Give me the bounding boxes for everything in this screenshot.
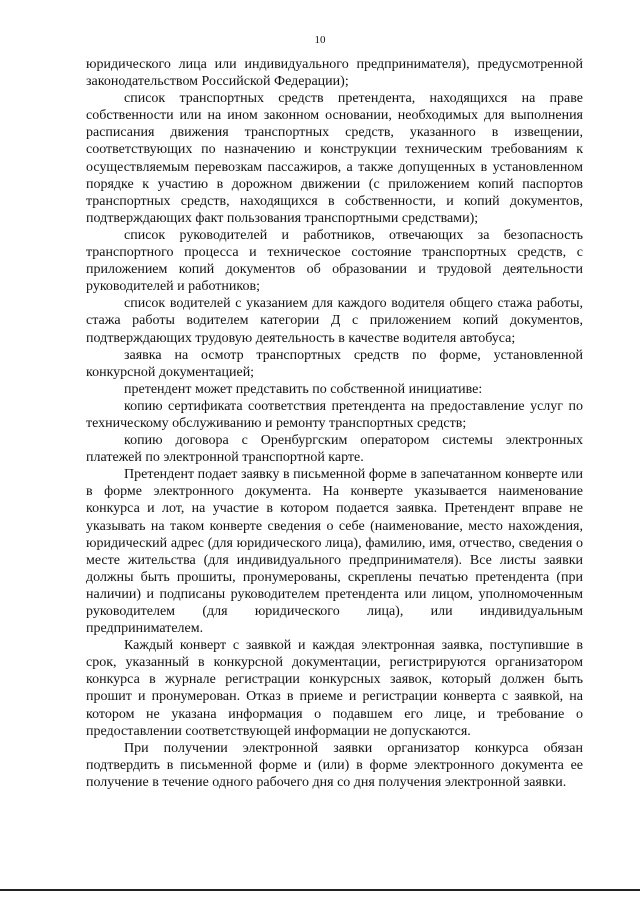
document-body — [86, 56, 583, 791]
bottom-divider — [0, 889, 640, 891]
page-number: 10 — [314, 34, 326, 46]
paragraph-registration: Каждый конверт с заявкой и каждая электронная заявка, поступившие в срок, указанный в конкурсной документации, регистрируются организатором конкурса в журнале регистрации конкурсных заявок, который должен быть прошит и пронумерован. Отказ в приеме и регистрации конверта с заявкой, на котором не указана информация о подавшем его лице, и требование о предоставлении соответствующей информации не допускаются. — [86, 638, 583, 739]
paragraph-vehicle-list: список транспортных средств претендента, находящихся на праве собственности или на ином законном основании, необходимых для выполнения расписания движения транспортных средств, указанного в извещении, соответствующих по назначению и конструкции техническим требованиям к осуществляемым перевозкам пассажиров, а также допущенных в установленном порядке к участию в дорожном движении (с приложением копий паспортов транспортных средств, находящихся в собственности, и копий документов, подтверждающих факт пользования транспортными средствами); — [86, 91, 583, 226]
paragraph-electronic-confirmation: При получении электронной заявки организатор конкурса обязан подтвердить в письменной форме и (или) в форме электронного документа ее получение в течение одного рабочего дня со дня получения электронной заявки. — [86, 740, 583, 790]
paragraph-managers-list: список руководителей и работников, отвечающих за безопасность транспортного процесса и техническое состояние транспортных средств, с приложением копий документов об образовании и трудовой деятельности руководителей и работников; — [86, 227, 583, 295]
paragraph-contract-copy: копию договора с Оренбургским оператором системы электронных платежей по электронной транспортной карте. — [86, 433, 583, 466]
paragraph-application-submission: Претендент подает заявку в письменной форме в запечатанном конверте или в форме электронного документа. На конверте указывается наименование конкурса и лот, на участие в котором подается заявка. Претендент вправе не указывать на таком конверте сведения о себе (наименование, место нахождения, юридический адрес (для юридического лица), фамилию, имя, отчество, сведения о месте жительства (для индивидуального предпринимателя). Все листы заявки должны быть прошиты, пронумерованы, скреплены печатью претендента (при наличии) и подписаны руководителем претендента или лицом, уполномоченным руководителем (для юридического лица), или индивидуальным предпринимателем. — [86, 467, 583, 637]
paragraph-inspection-request: заявка на осмотр транспортных средств по форме, установленной конкурсной документацией; — [86, 347, 583, 380]
paragraph-certificate-copy: копию сертификата соответствия претендента на предоставление услуг по техническому обслуживанию и ремонту транспортных средств; — [86, 398, 583, 431]
paragraph-drivers-list: список водителей с указанием для каждого водителя общего стажа работы, стажа работы водителем категории Д с приложением копий документов, подтверждающих трудовую деятельность в качестве водителя автобуса; — [86, 296, 583, 346]
paragraph-continuation: юридического лица или индивидуального предпринимателя), предусмотренной законодательством Российской Федерации); — [86, 57, 583, 90]
paragraph-own-initiative: претендент может представить по собственной инициативе: — [124, 381, 483, 397]
